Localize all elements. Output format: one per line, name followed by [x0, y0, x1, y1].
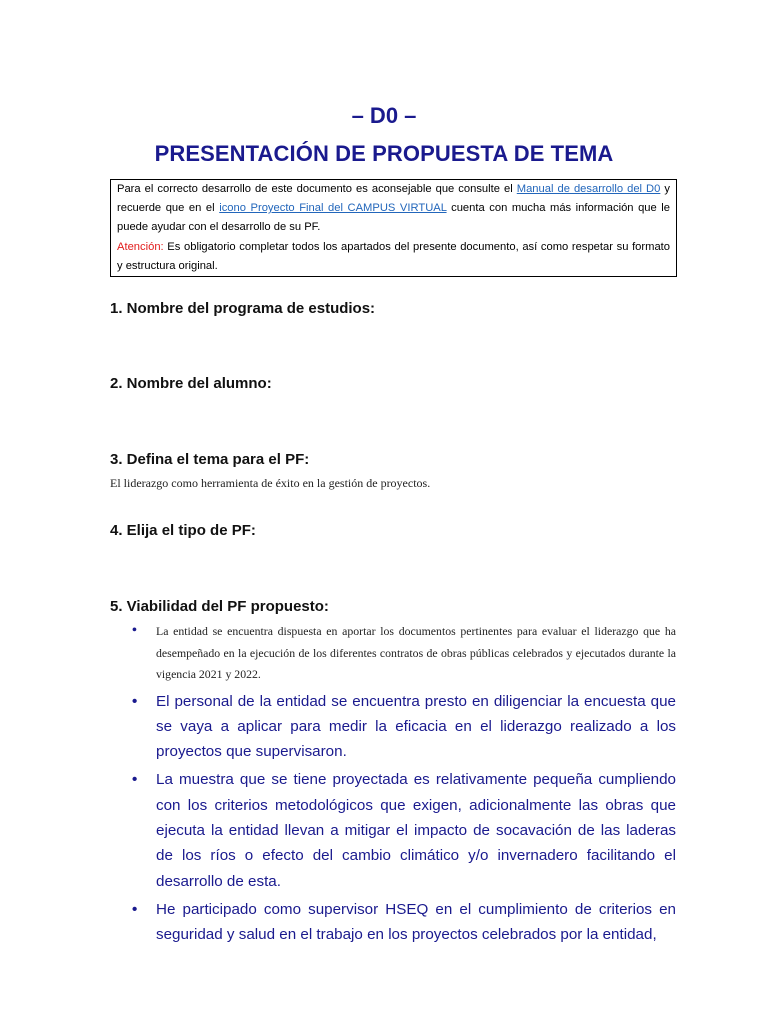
instructions-text-a: Para el correcto desarrollo de este documento es aconsejable que consulte el	[117, 183, 517, 195]
page-title: PRESENTACIÓN DE PROPUESTA DE TEMA	[154, 141, 614, 166]
attention-label: Atención:	[117, 240, 164, 253]
section-heading-topic: 3. Defina el tema para el PF:	[110, 451, 310, 468]
topic-answer: El liderazgo como herramienta de éxito en la gestión de proyectos.	[110, 476, 431, 490]
bullet-icon: •	[132, 771, 138, 789]
instructions-text-c: cuenta con mucha más información que le puede ayudar con el desarrollo de su PF.	[117, 202, 671, 234]
attention-text: Es obligatorio completar todos los apartados del presente documento, así como respetar su formato y estructura original.	[117, 240, 670, 272]
list-item-text: La entidad se encuentra dispuesta en aportar los documentos pertinentes para evaluar el liderazgo que ha desempeñado en la ejecución de los diferentes contratos de obras públicas celebrados y ejecutados durante la vigencia 2021 y 2022.	[156, 624, 676, 681]
list-item-text: La muestra que se tiene proyectada es relativamente pequeña cumpliendo con los criterios metodológicos que exigen, adicionalmente las obras que ejecuta la entidad llevan a mitigar el impacto de socavación de las laderas de los ríos o efecto del cambio climático y/o invernadero facilitando el desarrollo de esta.	[156, 771, 676, 890]
manual-link[interactable]: Manual de desarrollo del D0	[516, 183, 661, 195]
list-item	[110, 767, 676, 893]
list-item	[110, 621, 676, 686]
section-heading-program: 1. Nombre del programa de estudios:	[110, 300, 376, 317]
list-item-text: He participado como supervisor HSEQ en el cumplimiento de criterios en seguridad y salud en el trabajo en los proyectos celebrados por la entidad,	[156, 900, 676, 944]
instructions-text-b: y recuerde que en el	[117, 183, 670, 215]
list-item-text: El personal de la entidad se encuentra presto en diligenciar la encuesta que se vaya a aplicar para medir la eficacia en el liderazgo realizado a los proyectos que supervisaron.	[156, 692, 676, 761]
list-item	[110, 689, 676, 765]
bullet-icon: •	[132, 623, 137, 638]
list-item	[110, 897, 676, 948]
viability-list	[110, 621, 676, 947]
section-heading-viability: 5. Viabilidad del PF propuesto:	[110, 598, 329, 615]
section-heading-pf-type: 4. Elija el tipo de PF:	[110, 522, 256, 539]
instructions-box	[110, 179, 677, 277]
section-heading-student: 2. Nombre del alumno:	[110, 375, 272, 392]
bullet-icon: •	[132, 900, 138, 918]
attention-paragraph	[117, 238, 670, 276]
campus-virtual-link[interactable]: icono Proyecto Final del CAMPUS VIRTUAL	[219, 202, 447, 215]
bullet-icon: •	[132, 692, 138, 710]
doc-code-title: – D0 –	[351, 103, 417, 128]
instructions-paragraph	[117, 180, 670, 238]
